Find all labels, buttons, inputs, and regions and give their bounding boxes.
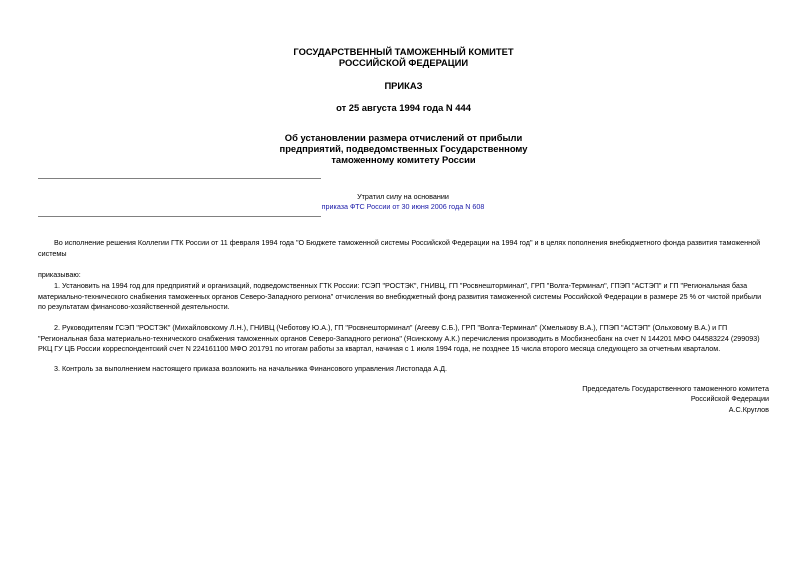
org-name-line1: ГОСУДАРСТВЕННЫЙ ТАМОЖЕННЫЙ КОМИТЕТ — [293, 46, 514, 57]
item1-line1: 1. Установить на 1994 год для предприятий и организаций, подведомственных ГТК России: ГСЭП "РОСТЭК", ГНИВЦ, ГП "Росвнешторминал", ГРП "Волга-Терминал", ГПЭП "АСТЭП" и ГП "Региональная база — [54, 281, 748, 290]
status-note: Утратил силу на основании — [357, 192, 449, 201]
doc-type: ПРИКАЗ — [384, 80, 423, 91]
signature-title-line1: Председатель Государственного таможенного комитета — [582, 384, 769, 393]
signature-title-line2: Российской Федерации — [690, 394, 769, 403]
preamble-line2: системы — [38, 249, 67, 258]
item2-line3: РКЦ ГУ ЦБ России корреспондентский счет N 224161100 МФО 201791 по итогам работы за квартал, начиная с 1 июля 1994 года, не позднее 15 числа второго месяца следующего за отчетным кварталом. — [38, 344, 721, 353]
doc-title-line1: Об установлении размера отчислений от прибыли — [284, 132, 523, 143]
divider-top — [38, 178, 321, 179]
signature-name: А.С.Круглов — [728, 405, 769, 414]
item1-line3: по результатам финансово-хозяйственной деятельности. — [38, 302, 230, 311]
doc-title-line2: предприятий, подведомственных Государственному — [279, 143, 528, 154]
divider-bottom — [38, 216, 321, 217]
item2-line1: 2. Руководителям ГСЭП "РОСТЭК" (Михайловскому Л.Н.), ГНИВЦ (Чеботову Ю.А.), ГП "Росвнешторминал" (Агееву С.Б.), ГРП "Волга-Терминал" (Хмелькову В.А.), ГПЭП "АСТЭП" (Ольховому В.А.) и ГП — [54, 323, 728, 332]
doc-title-line3: таможенному комитету России — [331, 154, 476, 165]
repeal-order-link[interactable]: приказа ФТС России от 30 июня 2006 года N 608 — [321, 202, 485, 211]
order-word: приказываю: — [38, 270, 81, 279]
preamble-line1: Во исполнение решения Коллегии ГТК России от 11 февраля 1994 года "О Бюджете таможенной системы Российской Федерации на 1994 год" и в целях пополнения внебюджетного фонда развития таможенной — [54, 238, 761, 247]
item1-line2: материально-технического снабжения таможенных органов Северо-Западного региона" отчисления во внебюджетный фонд развития таможенной системы Российской Федерации в размере 25 % от чистой прибыли — [38, 292, 762, 301]
item2-line2: "Региональная база материально-технического снабжения таможенных органов Северо-Западного региона" (Ясинскому А.К.) перечисления производить в Мосбизнесбанк на счет N 144201 МФО 044583224 (299093) — [38, 334, 760, 343]
item3: 3. Контроль за выполнением настоящего приказа возложить на начальника Финансового управления Листопада А.Д. — [54, 364, 448, 373]
doc-date-number: от 25 августа 1994 года N 444 — [336, 102, 471, 113]
org-name-line2: РОССИЙСКОЙ ФЕДЕРАЦИИ — [338, 57, 469, 68]
